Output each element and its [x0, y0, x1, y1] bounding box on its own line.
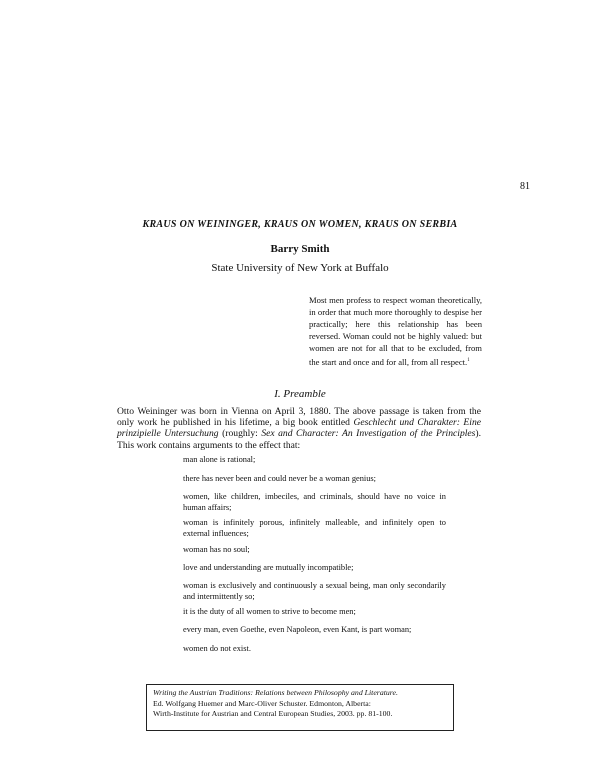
claim-item: there has never been and could never be a woman genius;	[183, 474, 377, 483]
page-number: 81	[520, 181, 530, 192]
claim-item: every man, even Goethe, even Napoleon, even Kant, is part woman;	[183, 625, 412, 634]
book-translation: Sex and Character: An Investigation of the Principles	[261, 428, 476, 440]
citation-book-title: Writing the Austrian Traditions: Relations between Philosophy and Literature.	[153, 688, 398, 697]
intro-text-3: ). This work contains arguments to the effect that:	[117, 428, 481, 451]
epigraph	[309, 295, 482, 368]
claim-item: it is the duty of all women to strive to become men;	[183, 607, 356, 616]
intro-paragraph	[117, 406, 481, 451]
claim-item: women do not exist.	[183, 644, 251, 653]
citation-box	[146, 684, 454, 731]
citation-editors: Ed. Wolfgang Huemer and Marc-Oliver Schuster. Edmonton, Alberta:	[153, 698, 371, 708]
intro-text-1: Otto Weininger was born in Vienna on April 3, 1880. The above passage is taken from the only work he published in his lifetime, a big book entitled	[117, 406, 481, 429]
epigraph-text: Most men profess to respect woman theoretically, in order that much more thoroughly to despise her practically; here this relationship has been reversed. Woman could not be highly valued: but women are not for all that to be excluded, from the start and once and for all, from all respect.	[309, 295, 482, 367]
book-title: Geschlecht und Charakter: Eine prinzipielle Untersuchung	[117, 417, 482, 440]
claim-item: love and understanding are mutually incompatible;	[183, 563, 354, 572]
section-heading: I. Preamble	[274, 388, 326, 400]
article-title: KRAUS ON WEININGER, KRAUS ON WOMEN, KRAUS ON SERBIA	[142, 219, 458, 230]
claim-item: woman is exclusively and continuously a sexual being, man only secondarily and intermittently so;	[183, 581, 446, 601]
claim-item: women, like children, imbeciles, and criminals, should have no voice in human affairs;	[183, 492, 446, 512]
footnote-marker: 1	[467, 357, 470, 363]
author-name: Barry Smith	[270, 243, 330, 255]
claim-item: man alone is rational;	[183, 455, 256, 464]
author-affiliation: State University of New York at Buffalo	[211, 262, 389, 274]
citation-publisher: Wirth-Institute for Austrian and Central European Studies, 2003. pp. 81-100.	[153, 709, 393, 719]
claim-item: woman has no soul;	[183, 545, 250, 554]
intro-text-2: (roughly:	[218, 428, 262, 440]
claim-item: woman is infinitely porous, infinitely malleable, and infinitely open to external influences;	[183, 518, 446, 538]
